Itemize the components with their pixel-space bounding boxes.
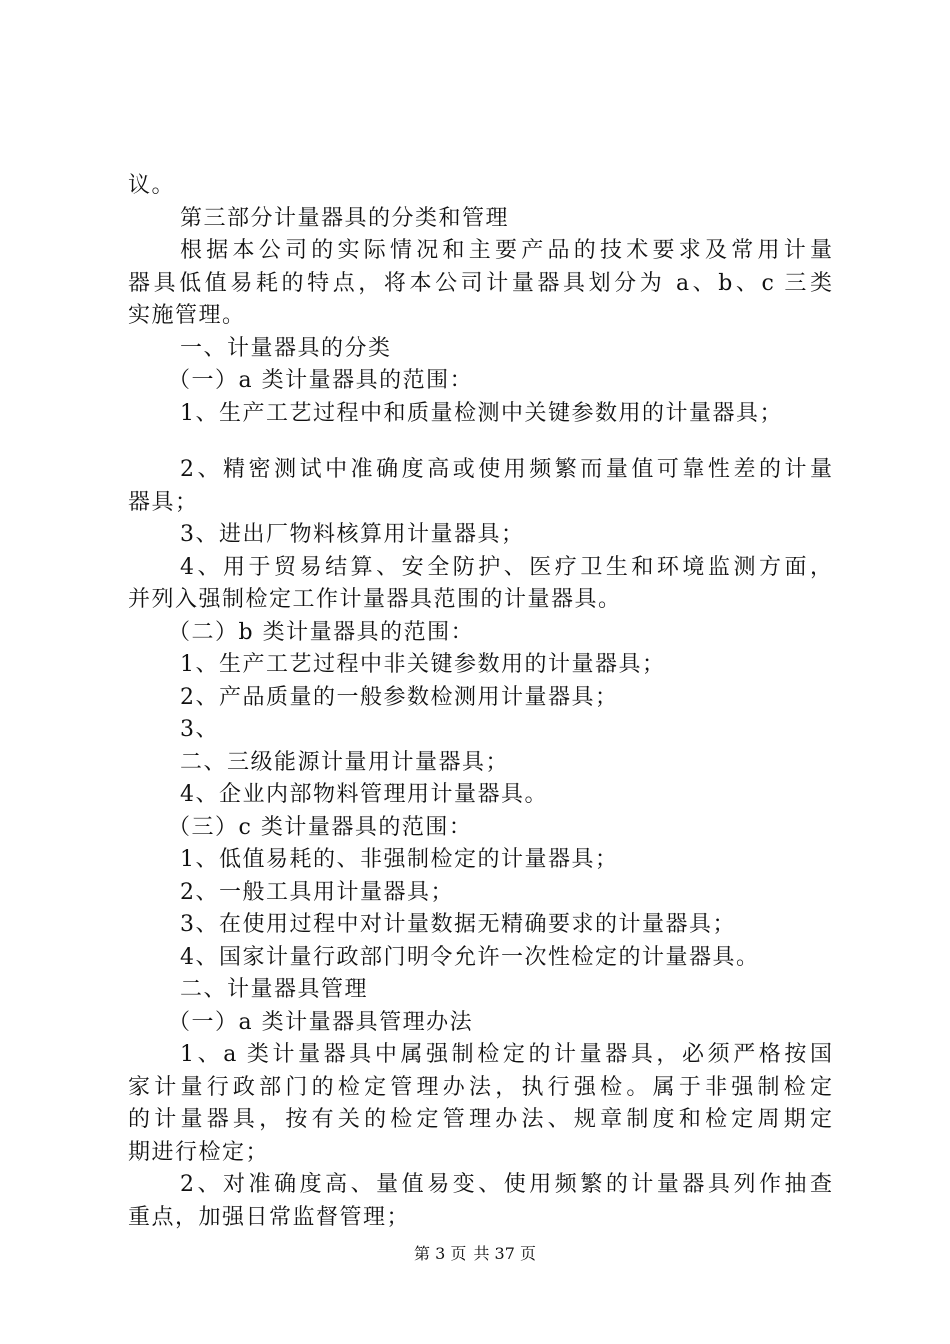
list-item: 1、生产工艺过程中非关键参数用的计量器具； — [180, 652, 666, 677]
text-line: 议。 — [128, 173, 176, 198]
blank-gap — [128, 430, 832, 454]
list-item: 3、进出厂物料核算用计量器具； — [180, 522, 525, 547]
subsection-heading: 二、计量器具管理 — [180, 977, 369, 1002]
list-item: 2、对准确度高、量值易变、使用频繁的计量器具列作抽查 — [180, 1172, 832, 1197]
document-body — [128, 170, 832, 1234]
text-line: 期进行检定； — [128, 1139, 270, 1165]
list-item: 4、用于贸易结算、安全防护、医疗卫生和环境监测方面， — [180, 554, 832, 580]
list-item: 2、精密测试中准确度高或使用频繁而量值可靠性差的计量 — [180, 457, 832, 482]
list-item: 1、低值易耗的、非强制检定的计量器具； — [180, 847, 619, 872]
text-line: 重点，加强日常监督管理； — [128, 1204, 411, 1230]
list-item: 4、国家计量行政部门明令允许一次性检定的计量器具。 — [180, 944, 760, 970]
subsection-heading: （二）b 类计量器具的范围： — [168, 619, 475, 645]
list-item: 2、产品质量的一般参数检测用计量器具； — [180, 684, 619, 710]
text-line: 的计量器具，按有关的检定管理办法、规章制度和检定周期定 — [128, 1107, 832, 1132]
subsection-heading: （一）a 类计量器具管理办法 — [168, 1009, 474, 1035]
text-line: 器具低值易耗的特点，将本公司计量器具划分为 a、b、c 三类 — [128, 270, 832, 296]
text-line: 器具； — [128, 489, 199, 515]
text-line: 实施管理。 — [128, 303, 246, 328]
list-item: 3、在使用过程中对计量数据无精确要求的计量器具； — [180, 912, 736, 937]
list-item: 1、生产工艺过程中和质量检测中关键参数用的计量器具； — [180, 400, 783, 426]
list-item: 1、a 类计量器具中属强制检定的计量器具，必须严格按国 — [180, 1042, 832, 1067]
subsection-heading: （三）c 类计量器具的范围： — [168, 814, 473, 840]
text-line: 家计量行政部门的检定管理办法，执行强检。属于非强制检定 — [128, 1074, 832, 1100]
text-line: 根据本公司的实际情况和主要产品的技术要求及常用计量 — [180, 238, 832, 263]
page-number: 第 3 页 — [414, 1244, 467, 1263]
subsection-heading: （一）a 类计量器具的范围： — [168, 368, 474, 393]
text-line: 并列入强制检定工作计量器具范围的计量器具。 — [128, 587, 622, 612]
page-total: 共 37 页 — [473, 1244, 536, 1263]
subsection-heading: 一、计量器具的分类 — [180, 335, 392, 361]
list-item: 二、三级能源计量用计量器具； — [180, 749, 510, 775]
list-item: 2、一般工具用计量器具； — [180, 879, 454, 905]
section-heading: 第三部分计量器具的分类和管理 — [180, 205, 510, 231]
page-footer — [0, 1243, 950, 1265]
list-item: 3、 — [180, 717, 219, 742]
list-item: 4、企业内部物料管理用计量器具。 — [180, 782, 548, 807]
